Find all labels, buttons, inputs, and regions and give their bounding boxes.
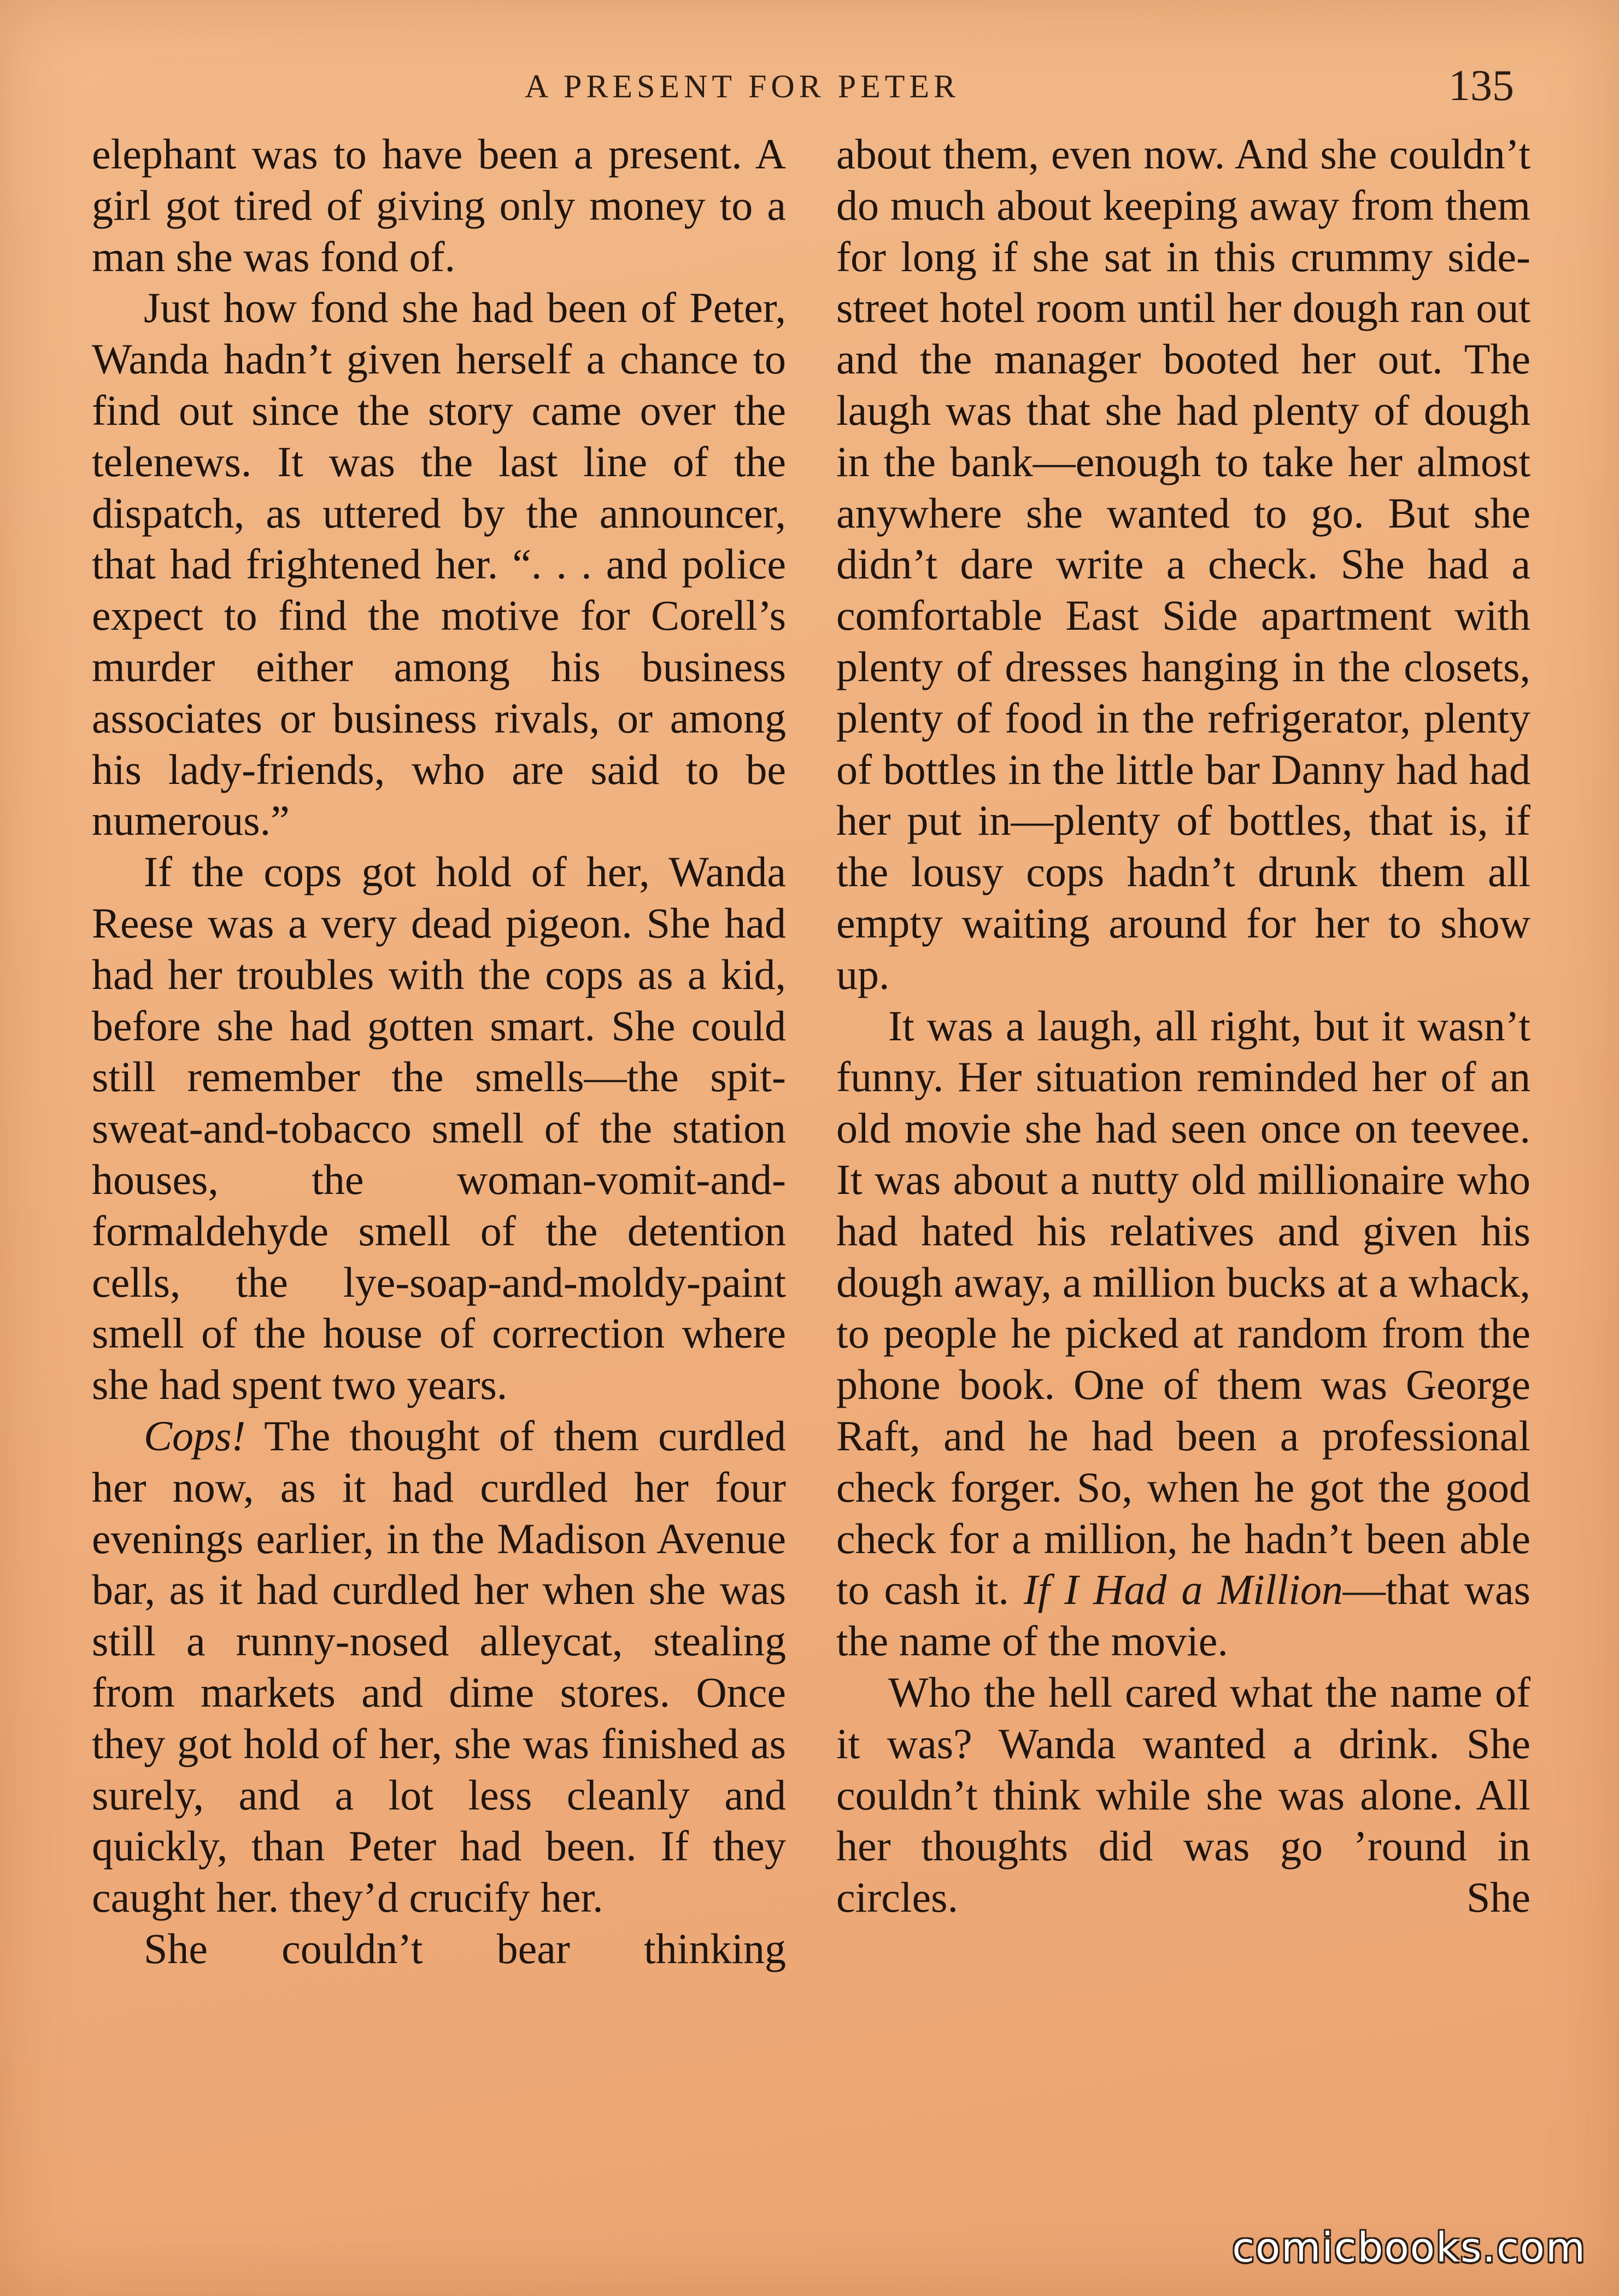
italic-emphasis: Cops! bbox=[144, 1411, 246, 1460]
paragraph-text: The thought of them curdled her now, as it had curdled her four evenings earlier, in the Madison Avenue bar, as it had curdled her when she was still a runny-nosed alleycat, stealing from markets and dime stores. Once they got hold of her, she was finished as surely, and a lot less cleanly and quickly, than Peter had been. If they caught her. they’d crucify her. bbox=[92, 1411, 786, 1922]
running-head bbox=[0, 61, 1514, 110]
paragraph bbox=[836, 128, 1530, 1000]
page-number: 135 bbox=[1448, 62, 1514, 110]
paragraph bbox=[92, 1923, 786, 1975]
paragraph bbox=[92, 282, 786, 846]
movie-title-italic: If I Had a Million bbox=[1023, 1566, 1343, 1614]
paragraph bbox=[92, 846, 786, 1410]
paragraph bbox=[836, 1667, 1530, 1923]
paragraph bbox=[92, 1410, 786, 1923]
paragraph-text: about them, even now. And she couldn’t do much about keeping away from them for long if she sat in this crummy side-street hotel room until her dough ran out and the manager booted her out. The laugh was that she had plenty of dough in the bank—enough to take her almost anywhere she wanted to go. But she didn’t dare write a check. She had a comfortable East Side apartment with plenty of dresses hanging in the closets, plenty of food in the refrigerator, plenty of bottles in the little bar Danny had had her put in—plenty of bottles, that is, if the lousy cops hadn’t drunk them all empty waiting around for her to show up. bbox=[836, 130, 1530, 998]
left-text-column bbox=[92, 128, 786, 1975]
paragraph bbox=[836, 1000, 1530, 1667]
running-head-title: A PRESENT FOR PETER bbox=[525, 68, 960, 104]
paragraph-text: Who the hell cared what the name of it was? Wanda wanted a drink. She couldn’t think while she was alone. All her thoughts did was go ’round in circles. She bbox=[836, 1668, 1530, 1922]
paragraph-text: —that was the name of the movie. bbox=[836, 1566, 1531, 1665]
paragraph-text: She couldn’t bear thinking bbox=[144, 1924, 786, 1972]
paragraph-text: If the cops got hold of her, Wanda Reese was a very dead pigeon. She had had her troubles with the cops as a kid, before she had gotten smart. She could still remember the smells—the spit-sweat-and-tobacco smell of the station houses, the woman-vomit-and-formaldehyde smell of the detention cells, the lye-soap-and-moldy-paint smell of the house of correction where she had spent two years. bbox=[92, 848, 786, 1409]
paragraph-text: elephant was to have been a present. A girl got tired of giving only money to a man she was fond of. bbox=[92, 130, 786, 280]
watermark-logo: comicbooks.com bbox=[1232, 2224, 1586, 2271]
right-text-column bbox=[836, 128, 1530, 1923]
paragraph-text: Just how fond she had been of Peter, Wanda hadn’t given herself a chance to find out since the story came over the telenews. It was the last line of the dispatch, as uttered by the announcer, that had frightened her. “. . . and police expect to find the motive for Corell’s murder either among his business associates or business rivals, or among his lady-friends, who are said to be numerous.” bbox=[92, 284, 786, 845]
paragraph-text: It was a laugh, all right, but it wasn’t funny. Her situation reminded her of an old movie she had seen once on teevee. It was about a nutty old millionaire who had hated his relatives and given his dough away, a million bucks at a whack, to people he picked at random from the phone book. One of them was George Raft, and he had been a professional check forger. So, when he got the good check for a million, he hadn’t been able to cash it. bbox=[836, 1001, 1530, 1614]
paragraph bbox=[92, 128, 786, 282]
